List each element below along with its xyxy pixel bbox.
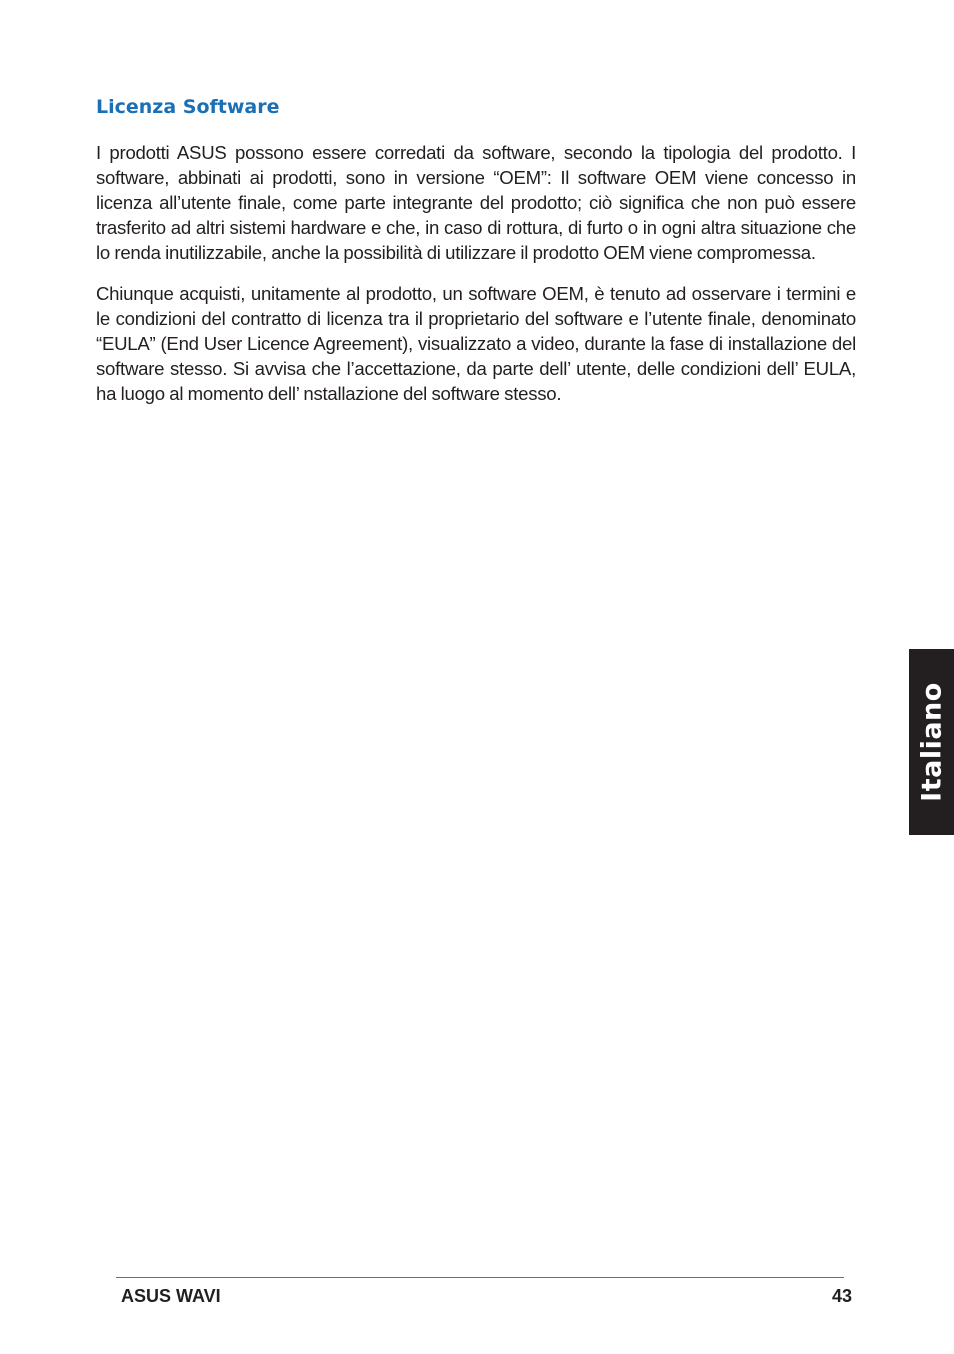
language-side-tab-label: Italiano (916, 682, 947, 802)
section-heading: Licenza Software (96, 96, 280, 118)
paragraph-2: Chiunque acquisti, unitamente al prodotto, un software OEM, è tenuto ad osservare i termini e le condizioni del contratto di licenza tra il proprietario del software e l’utente finale, denominato “EULA” (End User Licence Agreement), visualizzato a video, durante la fase di installazione del software stesso. Si avvisa che l’accettazione, da parte dell’ utente, delle condizioni dell’ EULA, ha luogo al momento dell’ nstallazione del software stesso. (96, 283, 856, 404)
language-side-tab (909, 649, 954, 835)
footer-divider (116, 1277, 844, 1278)
paragraph-1: I prodotti ASUS possono essere corredati da software, secondo la tipologia del prodotto. I software, abbinati ai prodotti, sono in versione “OEM”: Il software OEM viene concesso in licenza all’utente finale, come parte integrante del prodotto; ciò significa che non può essere trasferito ad altri sistemi hardware e che, in caso di rottura, di furto o in ogni altra situazione che lo renda inutilizzabile, anche la possibilità di utilizzare il prodotto OEM viene compromessa. (96, 142, 856, 263)
footer-product-name: ASUS WAVI (121, 1286, 221, 1306)
section-body (96, 140, 856, 422)
footer-page-number: 43 (831, 1286, 852, 1306)
